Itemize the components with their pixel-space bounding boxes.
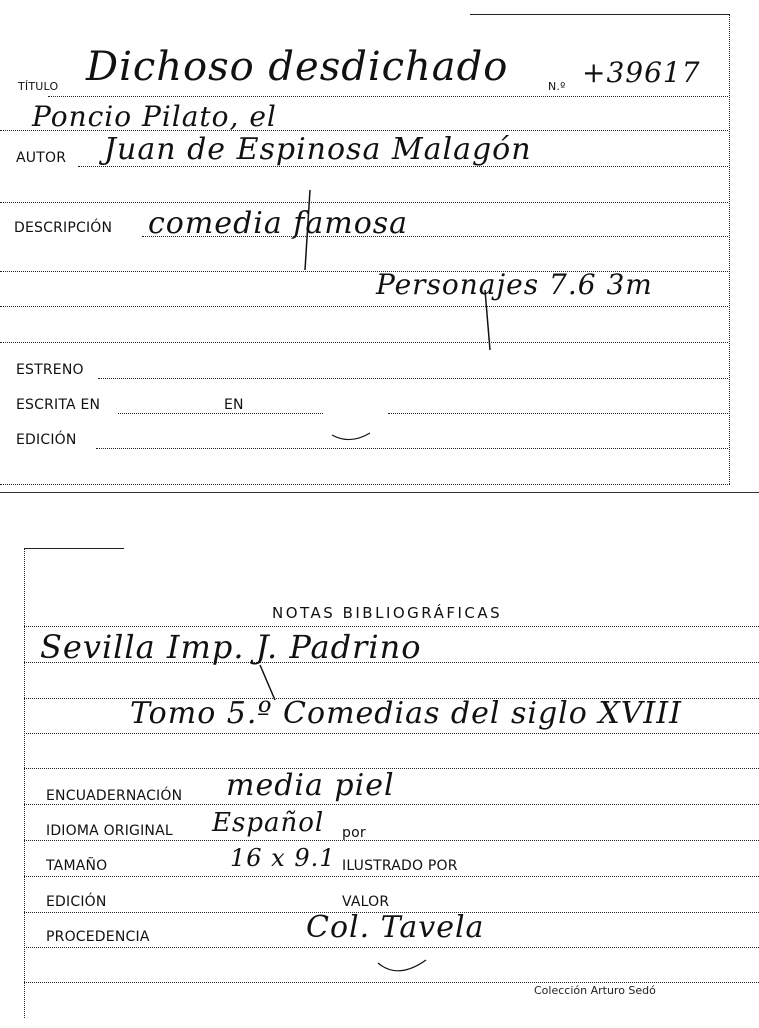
descripcion-handwritten: comedia famosa xyxy=(148,206,409,241)
card-top-right-border xyxy=(729,14,730,484)
collection-footer: Colección Arturo Sedó xyxy=(534,984,656,997)
ruled-line xyxy=(48,96,728,97)
encuadernacion-handwritten: media piel xyxy=(226,768,395,803)
escrita-en-label: ESCRITA EN xyxy=(16,397,101,413)
notas-heading: NOTAS BIBLIOGRÁFICAS xyxy=(272,604,503,622)
card-bottom-bottom-border xyxy=(24,982,759,983)
ruled-line xyxy=(24,626,759,627)
numero-label: N.º xyxy=(548,80,566,93)
valor-label: VALOR xyxy=(342,894,390,910)
ink-smudge xyxy=(330,415,380,445)
ruled-line xyxy=(24,840,759,841)
ruled-line xyxy=(24,876,759,877)
handwriting-stroke xyxy=(300,180,500,360)
card-bottom-top-border xyxy=(24,548,124,549)
por-label: por xyxy=(342,825,366,841)
edicion-label: EDICIÓN xyxy=(16,432,77,448)
catalog-card-bottom xyxy=(0,500,759,1028)
tamano-label: TAMAÑO xyxy=(46,858,108,874)
notes-line1-handwritten: Sevilla Imp. J. Padrino xyxy=(40,628,422,666)
handwriting-stroke xyxy=(250,660,290,710)
ruled-line xyxy=(98,378,728,379)
ink-blot xyxy=(368,918,438,978)
descripcion-label: DESCRIPCIÓN xyxy=(14,220,113,236)
edicion-bottom-label: EDICIÓN xyxy=(46,894,107,910)
card-top-bottom-edge xyxy=(0,492,759,493)
autor-label: AUTOR xyxy=(16,150,67,166)
autor-handwritten: Juan de Espinosa Malagón xyxy=(104,132,532,167)
catalog-card-top xyxy=(0,0,759,500)
personajes-handwritten: Personajes 7.6 3m xyxy=(376,268,653,301)
ruled-line xyxy=(118,413,323,414)
ilustrado-label: ILUSTRADO POR xyxy=(342,858,458,874)
card-top-top-border xyxy=(470,14,730,15)
estreno-label: ESTRENO xyxy=(16,362,84,378)
ruled-line xyxy=(388,413,728,414)
titulo-handwritten: Dichoso desdichado xyxy=(86,44,509,90)
numero-handwritten: +39617 xyxy=(582,56,701,89)
ruled-line xyxy=(24,733,759,734)
idioma-handwritten: Español xyxy=(212,808,325,838)
ruled-line xyxy=(24,804,759,805)
notes-line2-handwritten: Tomo 5.º Comedias del siglo XVIII xyxy=(130,696,682,731)
idioma-label: IDIOMA ORIGINAL xyxy=(46,823,173,839)
procedencia-handwritten: Col. Tavela xyxy=(306,910,485,945)
en-label: EN xyxy=(224,397,244,413)
procedencia-label: PROCEDENCIA xyxy=(46,929,150,945)
tamano-handwritten: 16 x 9.1 xyxy=(230,844,336,872)
ruled-line xyxy=(96,448,728,449)
titulo-label: TÍTULO xyxy=(18,80,59,93)
titulo-line2-handwritten: Poncio Pilato, el xyxy=(32,100,277,133)
card-top-bottom-border xyxy=(0,484,730,485)
encuadernacion-label: ENCUADERNACIÓN xyxy=(46,788,183,804)
